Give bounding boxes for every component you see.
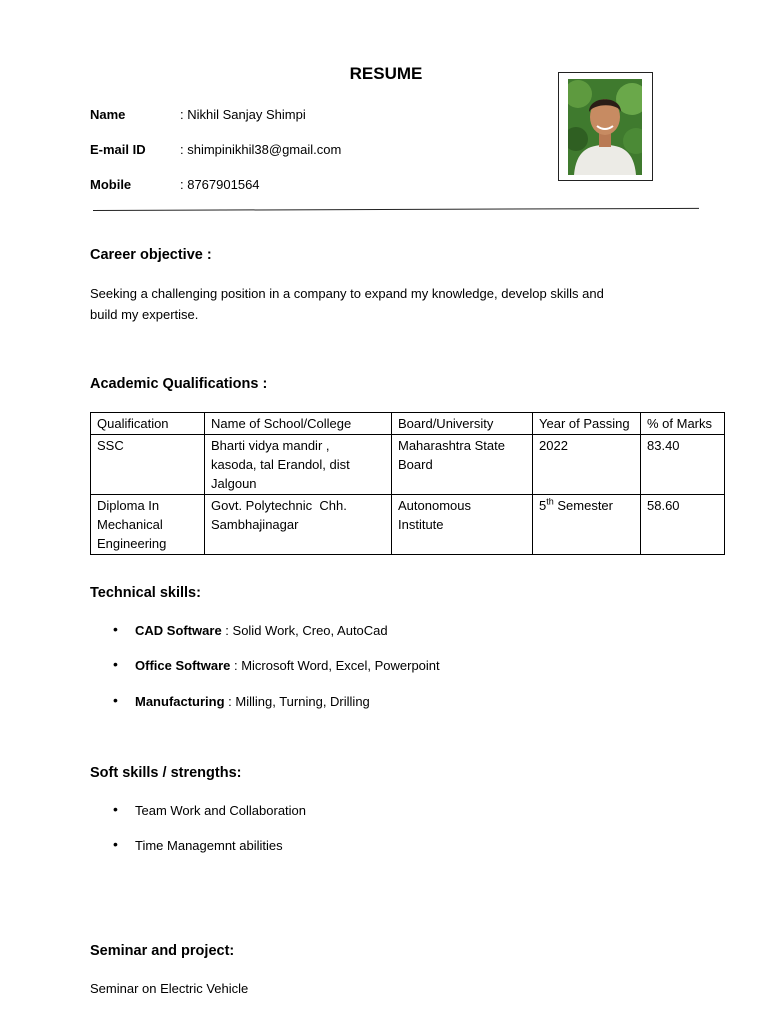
academic-table [90,412,725,555]
col-school: Name of School/College [205,413,392,435]
career-heading: Career objective : [90,247,212,263]
cell-line: Autonomous [398,498,471,513]
col-marks: % of Marks [641,413,725,435]
soft-skills-heading: Soft skills / strengths: [90,765,242,781]
col-qualification: Qualification [91,413,205,435]
skill-label: Office Software [135,658,231,673]
career-line-1: Seeking a challenging position in a company to expand my knowledge, develop skills and [90,286,604,301]
cell-line: Institute [398,517,444,532]
list-item: Team Work and Collaboration [135,803,307,818]
bullet-icon: • [113,836,118,852]
academic-heading: Academic Qualifications : [90,376,268,392]
year-suffix: Semester [553,498,613,513]
table-row [91,435,725,495]
mobile-value: : 8767901564 [180,177,260,192]
cell-qualification [91,435,205,495]
career-text [90,283,650,325]
cell-line: Mechanical [97,517,163,532]
cell-school [205,435,392,495]
cell-qualification [91,495,205,555]
bullet-icon: • [113,621,118,637]
skill-text: : Microsoft Word, Excel, Powerpoint [230,658,440,673]
cell-year: 2022 [533,435,641,495]
cell-board [392,435,533,495]
cell-line: Maharashtra State [398,438,505,453]
list-item: Time Managemnt abilities [135,838,283,853]
career-line-2: build my expertise. [90,307,199,322]
year-ordinal: th [546,496,554,507]
technical-heading: Technical skills: [90,585,201,601]
skill-label: Manufacturing [135,694,225,709]
name-label: Name [90,107,126,122]
table-row [91,495,725,555]
cell-line: Sambhajinagar [211,517,299,532]
year-number: 5 [539,498,547,513]
cell-line: Board [398,457,433,472]
mobile-label: Mobile [90,177,132,192]
skill-label: CAD Software [135,623,222,638]
cell-line: Bharti vidya mandir , [211,438,330,453]
cell-year [533,495,641,555]
cell-line: Diploma In [97,498,160,513]
bullet-icon: • [113,692,118,708]
profile-photo [568,79,642,175]
cell-marks: 83.40 [641,435,725,495]
skill-text: : Milling, Turning, Drilling [224,694,370,709]
list-item [135,623,388,638]
email-label: E-mail ID [90,142,146,157]
list-item [135,658,440,673]
cell-line: kasoda, tal Erandol, dist [211,457,350,472]
cell-line: SSC [97,438,124,453]
name-value: : Nikhil Sanjay Shimpi [180,107,306,122]
cell-line: Jalgoun [211,476,257,491]
list-item [135,694,370,709]
seminar-text: Seminar on Electric Vehicle [90,981,249,996]
table-header-row [91,413,725,435]
skill-text: : Solid Work, Creo, AutoCad [221,623,388,638]
email-value[interactable]: : shimpinikhil38@gmail.com [180,142,342,157]
col-board: Board/University [392,413,533,435]
bullet-icon: • [113,801,118,817]
cell-board [392,495,533,555]
cell-school [205,495,392,555]
cell-line: Govt. Polytechnic Chh. [211,498,347,513]
header-divider [93,208,699,211]
col-year: Year of Passing [533,413,641,435]
cell-marks: 58.60 [641,495,725,555]
profile-photo-frame [558,72,653,181]
resume-title: RESUME [349,64,423,83]
cell-line: Engineering [97,536,167,551]
seminar-heading: Seminar and project: [90,943,235,959]
bullet-icon: • [113,656,118,672]
